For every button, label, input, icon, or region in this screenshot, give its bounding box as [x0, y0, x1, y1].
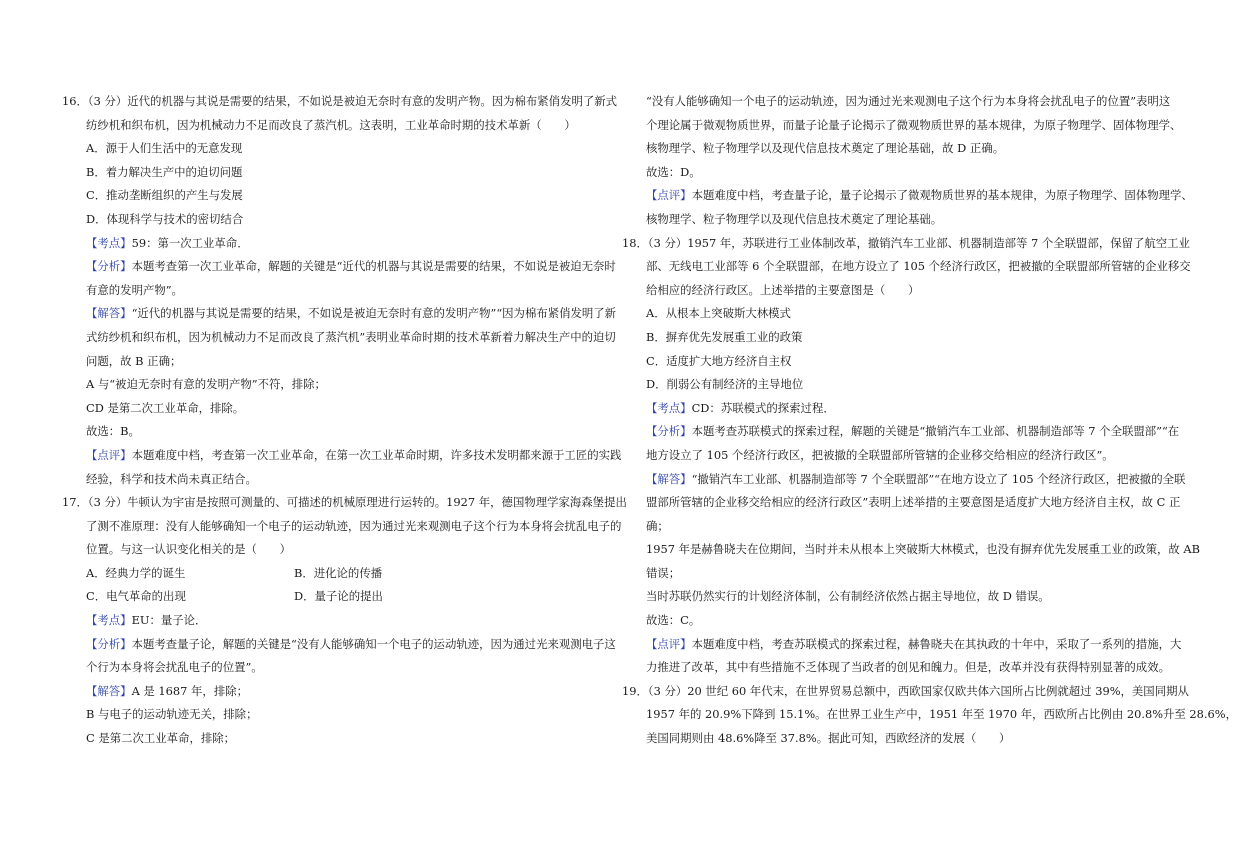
annotation-tag: 【分析】 — [86, 259, 132, 274]
annotation-line — [62, 680, 592, 704]
annotation-text: “撤销汽车工业部、机器制造部等 7 个全联盟部”“在地方设立了 105 个经济行政区，把被撤的全联 — [691, 471, 1186, 486]
text-line: 给相应的经济行政区。上述举措的主要意图是（ ） — [646, 282, 920, 297]
text-line: 部、无线电工业部等 6 个全联盟部，在地方设立了 105 个经济行政区，把被撤的全联盟部所管辖的企业移交 — [646, 259, 1191, 274]
text-line: D．体现科学与技术的密切结合 — [86, 211, 244, 226]
annotation-text: 本题难度中档，考查苏联模式的探索过程，赫鲁晓夫在其执政的十年中，采取了一系列的措施，大 — [691, 636, 1182, 651]
text-line: 个理论属于微观物质世界，而量子论量子论揭示了微观物质世界的基本规律，为原子物理学、固体物理学、 — [646, 117, 1182, 132]
annotation-text: EU：量子论． — [131, 613, 207, 628]
annotation-line — [62, 444, 622, 468]
text-line: 确； — [646, 518, 669, 533]
annotation-tag: 【考点】 — [86, 235, 132, 250]
question-line: 19．（3 分）20 世纪 60 年代末，在世界贸易总额中，西欧国家仅欧共体六国所占比例就超过 39%，美国同期从 — [622, 683, 1189, 698]
annotation-line — [622, 420, 1180, 444]
annotation-text: 本题难度中档，考查量子论，量子论揭示了微观物质世界的基本规律，为原子物理学、固体物理学、 — [691, 188, 1193, 203]
text-line: 有意的发明产物”。 — [86, 282, 183, 297]
annotation-line — [62, 609, 592, 633]
annotation-tag: 【分析】 — [86, 636, 132, 651]
annotation-text: “近代的机器与其说是需要的结果，不如说是被迫无奈时有意的发明产物”“因为棉布紧俏发明了新 — [131, 306, 617, 321]
text-line: A 与“被迫无奈时有意的发明产物”不符，排除； — [86, 377, 326, 392]
text-line: 力推进了改革，其中有些措施不乏体现了当政者的创见和魄力。但是，改革并没有获得特别显著的成效。 — [646, 660, 1170, 675]
annotation-line — [62, 232, 592, 256]
text-line: B．着力解决生产中的迫切问题 — [86, 164, 243, 179]
annotation-line — [622, 468, 1186, 492]
text-line: C 是第二次工业革命，排除； — [86, 731, 236, 746]
text-line: C．适度扩大地方经济自主权 — [646, 353, 792, 368]
answer-option: C．电气革命的出现 — [86, 589, 186, 604]
annotation-tag: 【点评】 — [646, 188, 692, 203]
annotation-line — [622, 184, 1193, 208]
text-line: 故选：D。 — [646, 164, 701, 179]
text-line: 个行为本身将会扰乱电子的位置”。 — [86, 660, 263, 675]
text-line: 美国同期则由 48.6%降至 37.8%。据此可知，西欧经济的发展（ ） — [646, 731, 1011, 746]
text-line: 地方设立了 105 个经济行政区，把被撤的全联盟部所管辖的企业移交给相应的经济行政区”。 — [646, 447, 1114, 462]
text-line: A．从根本上突破斯大林模式 — [646, 306, 791, 321]
text-line: CD 是第二次工业革命，排除。 — [86, 400, 245, 415]
annotation-tag: 【解答】 — [646, 471, 692, 486]
text-line: A．源于人们生活中的无意发现 — [86, 141, 243, 156]
annotation-text: A 是 1687 年，排除； — [131, 683, 248, 698]
answer-options-row — [62, 585, 592, 609]
right-column — [622, 90, 1237, 751]
answer-option: A．经典力学的诞生 — [86, 565, 186, 580]
annotation-line — [62, 302, 617, 326]
answer-option: D．量子论的提出 — [294, 589, 383, 604]
left-column — [62, 90, 627, 751]
annotation-text: 本题考查苏联模式的探索过程，解题的关键是“撤销汽车工业部、机器制造部等 7 个全联盟部”“在 — [691, 424, 1180, 439]
text-line: 经验，科学和技术尚未真正结合。 — [86, 471, 257, 486]
text-line: 当时苏联仍然实行的计划经济体制，公有制经济依然占据主导地位，故 D 错误。 — [646, 589, 1050, 604]
text-line: 式纺纱机和织布机，因为机械动力不足而改良了蒸汽机”表明业革命时期的技术革新着力解决生产中的迫切 — [86, 329, 616, 344]
question-line: 17．（3 分）牛顿认为宇宙是按照可测量的、可描述的机械原理进行运转的。1927 年，德国物理学家海森堡提出 — [62, 495, 627, 510]
text-line: 1957 年是赫鲁晓夫在位期间，当时并未从根本上突破斯大林模式，也没有摒弃优先发展重工业的政策，故 AB — [646, 542, 1201, 557]
annotation-text: 本题考查第一次工业革命，解题的关键是“近代的机器与其说是需要的结果，不如说是被迫无奈时 — [131, 259, 616, 274]
text-line: 核物理学、粒子物理学以及现代信息技术奠定了理论基础，故 D 正确。 — [646, 141, 1005, 156]
text-line: “没有人能够确知一个电子的运动轨迹，因为通过光来观测电子这个行为本身将会扰乱电子的位置”表明这 — [646, 94, 1171, 108]
annotation-line — [62, 255, 616, 279]
text-line: 纺纱机和织布机，因为机械动力不足而改良了蒸汽机。这表明，工业革命时期的技术革新（ ） — [86, 117, 576, 132]
annotation-tag: 【分析】 — [646, 424, 692, 439]
annotation-text: 59：第一次工业革命． — [131, 235, 249, 250]
annotation-tag: 【考点】 — [646, 400, 692, 415]
text-line: 核物理学、粒子物理学以及现代信息技术奠定了理论基础。 — [646, 211, 943, 226]
text-line: 故选：B。 — [86, 424, 140, 439]
text-line: 问题，故 B 正确； — [86, 353, 182, 368]
text-line: 1957 年的 20.9%下降到 15.1%。在世界工业生产中，1951 年至 1970 年，西欧所占比例由 20.8%升至 28.6%， — [646, 707, 1237, 722]
annotation-tag: 【点评】 — [646, 636, 692, 651]
annotation-text: 本题难度中档，考查第一次工业革命，在第一次工业革命时期，许多技术发明都来源于工匠的实践 — [131, 447, 622, 462]
annotation-text: 本题考查量子论，解题的关键是“没有人能够确知一个电子的运动轨迹，因为通过光来观测电子这 — [131, 636, 616, 651]
text-line: 位置。与这一认识变化相关的是（ ） — [86, 542, 292, 557]
text-line: D．削弱公有制经济的主导地位 — [646, 377, 804, 392]
text-line: 故选：C。 — [646, 613, 701, 628]
text-line: B．摒弃优先发展重工业的政策 — [646, 329, 803, 344]
text-line: 盟部所管辖的企业移交给相应的经济行政区”表明上述举措的主要意图是适度扩大地方经济自主权，故 C 正 — [646, 495, 1181, 510]
annotation-tag: 【解答】 — [86, 306, 132, 321]
annotation-line — [622, 633, 1182, 657]
answer-options-row — [62, 562, 592, 586]
annotation-tag: 【点评】 — [86, 447, 132, 462]
question-line: 18．（3 分）1957 年，苏联进行工业体制改革，撤销汽车工业部、机器制造部等 7 个全联盟部，保留了航空工业 — [622, 235, 1190, 250]
annotation-tag: 【解答】 — [86, 683, 132, 698]
text-line: C．推动垄断组织的产生与发展 — [86, 188, 243, 203]
text-line: 了测不准原理：没有人能够确知一个电子的运动轨迹，因为通过光来观测电子这个行为本身将会扰乱电子的 — [86, 518, 622, 533]
text-line: 错误； — [646, 565, 681, 580]
text-line: B 与电子的运动轨迹无关，排除； — [86, 707, 258, 722]
annotation-line — [62, 633, 616, 657]
annotation-line — [622, 397, 1152, 421]
annotation-text: CD：苏联模式的探索过程． — [691, 400, 835, 415]
question-line: 16．（3 分）近代的机器与其说是需要的结果，不如说是被迫无奈时有意的发明产物。因为棉布紧俏发明了新式 — [62, 94, 618, 108]
answer-option: B．进化论的传播 — [294, 565, 383, 580]
annotation-tag: 【考点】 — [86, 613, 132, 628]
